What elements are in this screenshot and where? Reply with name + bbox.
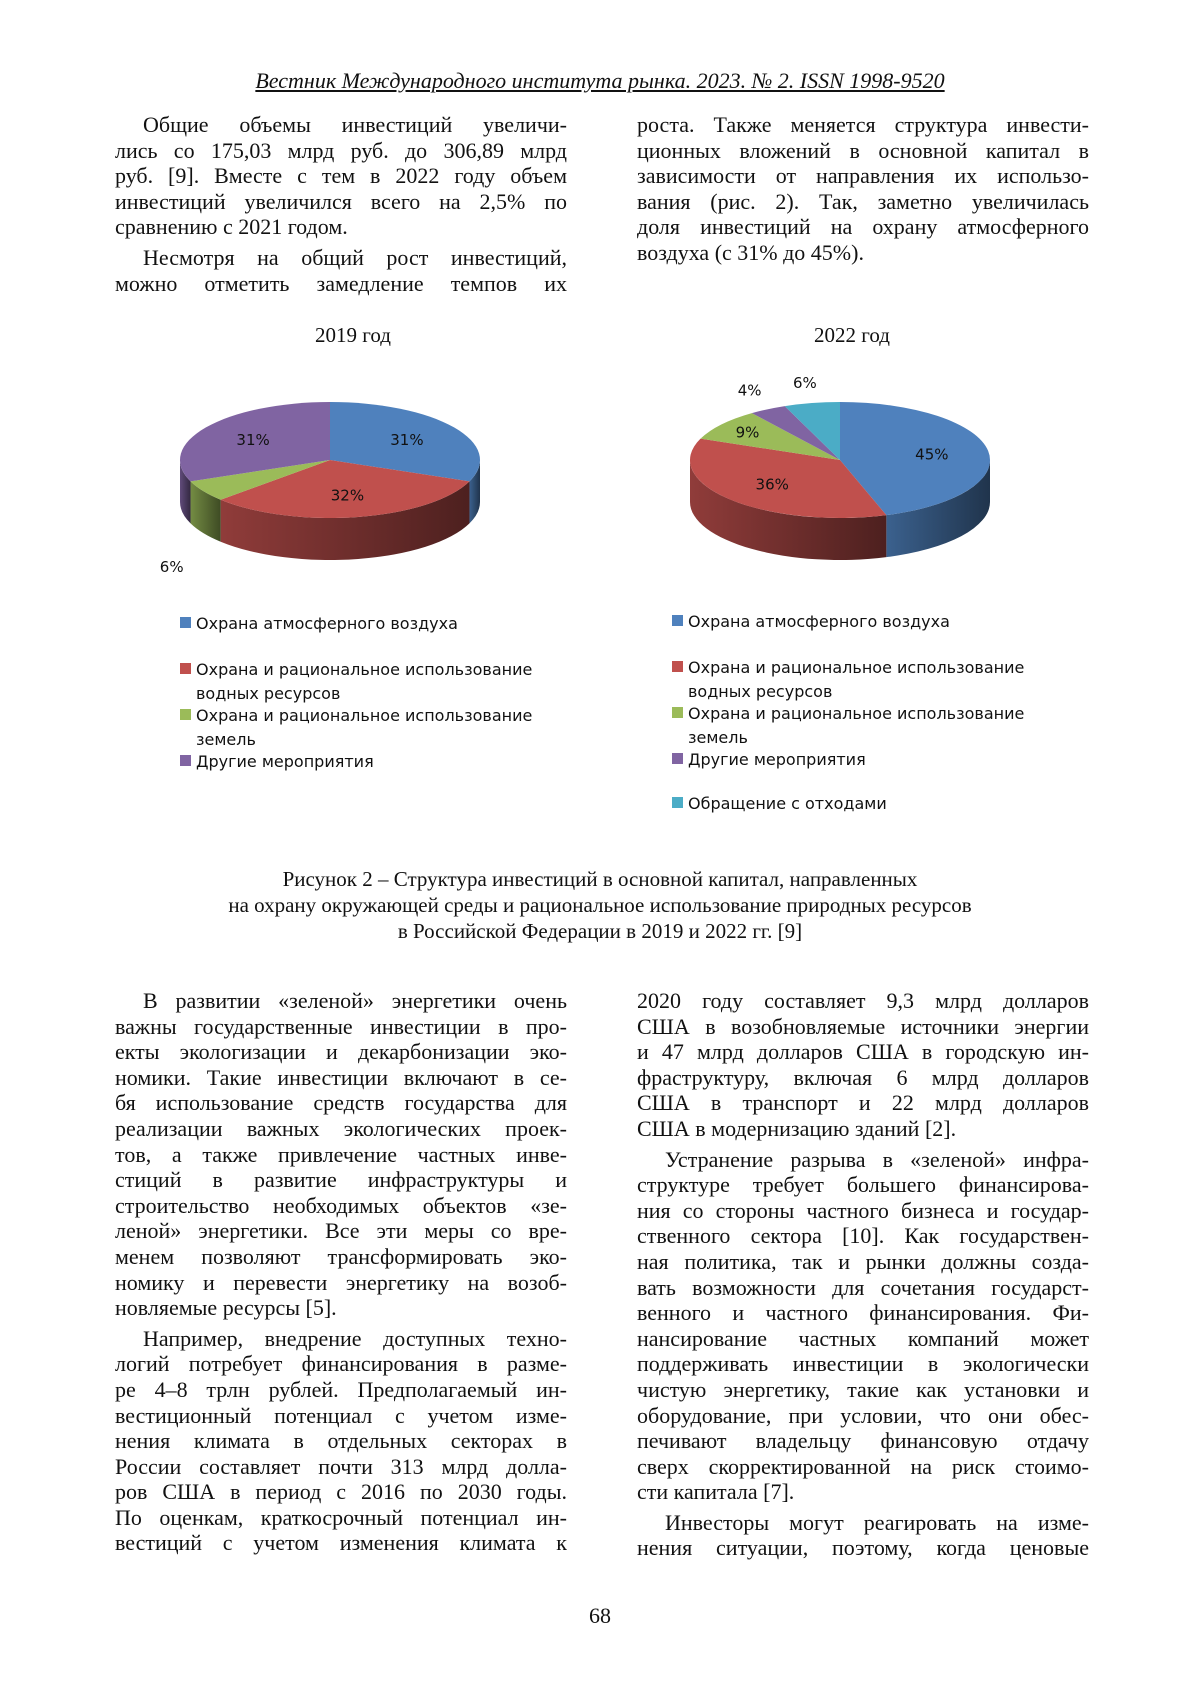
text-line: ре 4–8 трлн рублей. Предполагаемый ин- (115, 1376, 567, 1402)
legend-swatch-icon (672, 707, 683, 718)
text-line: руб. [9]. Вместе с тем в 2022 году объем (115, 163, 567, 189)
pie-slice-label: 31% (236, 430, 270, 449)
text-line: США в модернизацию зданий [2]. (637, 1115, 957, 1141)
legend-label: Охрана и рациональное использование (196, 706, 533, 725)
legend-label: земель (688, 728, 748, 747)
text-line: печивают владельцу финансовую отдачу (637, 1428, 1089, 1454)
legend-label: Обращение с отходами (688, 794, 887, 813)
text-line: вестиционный потенциал с учетом изме- (115, 1402, 567, 1428)
text-line: номики. Такие инвестиции включают в се- (115, 1064, 567, 1090)
legend-swatch-icon (672, 615, 683, 626)
caption-line: Рисунок 2 – Структура инвестиций в основной капитал, направленных (282, 867, 918, 891)
legend-swatch-icon (180, 709, 191, 720)
text-line: и 47 млрд долларов США в городскую ин- (637, 1039, 1089, 1065)
legend-swatch-icon (672, 753, 683, 764)
paragraph (637, 112, 1089, 266)
text-line: логий потребует финансирования в разме- (115, 1351, 567, 1377)
text-line: чистую энергетику, такие как установки и (637, 1376, 1089, 1402)
legend-label: Охрана и рациональное использование (196, 660, 533, 679)
pie-slice-label: 45% (915, 445, 949, 464)
text-line: воздуха (с 31% до 45%). (637, 239, 864, 265)
pie-chart-2019 (150, 380, 570, 600)
text-column-top-left (115, 112, 567, 296)
text-line: Инвесторы могут реагировать на изме- (665, 1509, 1089, 1535)
pie-chart-2022 (660, 373, 1080, 600)
text-line: стиций в развитие инфраструктуры и (115, 1167, 567, 1193)
text-line: бя использование средств государства для (115, 1090, 567, 1116)
pie-slice-label: 4% (737, 381, 762, 400)
legend-item (672, 748, 866, 772)
caption-line: в Российской Федерации в 2019 и 2022 гг. [9] (397, 919, 803, 943)
text-line: оборудование, при условии, что они обес- (637, 1402, 1089, 1428)
text-line: ров США в период с 2016 по 2030 годы. (115, 1479, 567, 1505)
text-line: Несмотря на общий рост инвестиций, (143, 244, 567, 270)
text-line: зависимости от направления их использо- (637, 163, 1089, 189)
text-line: новляемые ресурсы [5]. (115, 1295, 337, 1321)
legend-swatch-icon (672, 661, 683, 672)
text-line: 2020 году составляет 9,3 млрд долларов (637, 988, 1089, 1013)
caption-line: на охрану окружающей среды и рациональное использование природных ресурсов (228, 893, 972, 917)
chart-title-2022: 2022 год (814, 323, 890, 347)
text-line: поддерживать инвестиции в экологически (637, 1351, 1089, 1377)
text-line: Например, внедрение доступных техно- (143, 1325, 567, 1351)
journal-header: Вестник Международного института рынка. 2023. № 2. ISSN 1998-9520 (255, 68, 945, 93)
legend-label: Охрана атмосферного воздуха (196, 614, 458, 633)
text-line: строительство необходимых объектов «зе- (115, 1192, 567, 1218)
pie-slice-label: 32% (330, 486, 365, 505)
text-line: леной» энергетики. Все эти меры со вре- (115, 1218, 567, 1244)
text-line: роста. Также меняется структура инвести- (637, 112, 1089, 137)
text-line: В развитии «зеленой» энергетики очень (143, 988, 567, 1013)
text-line: фраструктуру, включая 6 млрд долларов (637, 1064, 1089, 1090)
legend-label: Охрана и рациональное использование (688, 704, 1025, 723)
legend-swatch-icon (180, 755, 191, 766)
text-line: лись со 175,03 млрд руб. до 306,89 млрд (115, 137, 567, 163)
legend-swatch-icon (672, 797, 683, 808)
legend-label: Охрана атмосферного воздуха (688, 612, 950, 631)
text-line: тов, а также привлечение частных инве- (115, 1141, 567, 1167)
legend-label: Другие мероприятия (688, 750, 866, 769)
legend-label: Другие мероприятия (196, 752, 374, 771)
figure-caption (0, 866, 1200, 944)
legend-item (180, 658, 532, 706)
text-line: нансирование частных компаний может (637, 1325, 1089, 1351)
text-line: можно отметить замедление темпов их (115, 270, 567, 296)
text-line: сти капитала [7]. (637, 1479, 795, 1505)
legend-2019 (180, 612, 580, 792)
pie-slice-label: 31% (390, 430, 424, 449)
pie-slice-label: 9% (735, 423, 760, 442)
paragraph (637, 988, 1089, 1142)
paragraph (637, 1510, 1089, 1561)
text-line: екты экологизации и декарбонизации эко- (115, 1039, 567, 1065)
legend-swatch-icon (180, 617, 191, 628)
legend-item (180, 704, 532, 752)
legend-2022 (672, 610, 1092, 830)
legend-item (180, 750, 374, 774)
text-line: вестиций с учетом изменения климата к (115, 1530, 567, 1556)
text-line: США в возобновляемые источники энергии (637, 1013, 1089, 1039)
legend-label: водных ресурсов (196, 684, 341, 703)
text-line: Устранение разрыва в «зеленой» инфра- (665, 1146, 1089, 1172)
text-line: менем позволяют трансформировать эко- (115, 1243, 567, 1269)
legend-item (672, 792, 887, 816)
text-line: ния со стороны частного бизнеса и государ- (637, 1197, 1089, 1223)
legend-item (672, 702, 1024, 750)
text-line: вания (рис. 2). Так, заметно увеличилась (637, 188, 1089, 214)
legend-item (672, 610, 950, 634)
text-line: США в транспорт и 22 млрд долларов (637, 1090, 1089, 1116)
text-line: инвестиций увеличился всего на 2,5% по (115, 188, 567, 214)
text-line: номику и перевести энергетику на возоб- (115, 1269, 567, 1295)
paragraph (637, 1147, 1089, 1505)
text-line: России составляет почти 313 млрд долла- (115, 1453, 567, 1479)
paragraph (115, 988, 567, 1321)
legend-item (180, 612, 458, 636)
legend-label: Охрана и рациональное использование (688, 658, 1025, 677)
text-line: вать возможности для сочетания государст- (637, 1274, 1089, 1300)
text-line: важны государственные инвестиции в про- (115, 1013, 567, 1039)
legend-swatch-icon (180, 663, 191, 674)
text-line: нения ситуации, поэтому, когда ценовые (637, 1535, 1089, 1561)
pie-slice-label: 6% (792, 373, 817, 392)
pie-slice-label: 6% (159, 558, 184, 576)
legend-label: водных ресурсов (688, 682, 833, 701)
text-line: нения климата в отдельных секторах в (115, 1428, 567, 1454)
text-line: ственного сектора [10]. Как государствен- (637, 1223, 1089, 1249)
legend-label: земель (196, 730, 256, 749)
text-line: По оценкам, краткосрочный потенциал ин- (115, 1504, 567, 1530)
paragraph (115, 245, 567, 296)
paragraph (115, 1326, 567, 1556)
pie-slice-label: 36% (755, 475, 789, 494)
text-line: структуре требует большего финансирова- (637, 1172, 1089, 1198)
text-line: сверх скорректированной на риск стоимо- (637, 1453, 1089, 1479)
legend-item (672, 656, 1024, 704)
text-line: венного и частного финансирования. Фи- (637, 1300, 1089, 1326)
text-line: ная политика, так и рынки должны созда- (637, 1248, 1089, 1274)
text-line: Общие объемы инвестиций увеличи- (143, 112, 567, 137)
chart-title-2019: 2019 год (315, 323, 391, 347)
text-column-bottom-left (115, 988, 567, 1556)
text-column-top-right (637, 112, 1089, 266)
text-column-bottom-right (637, 988, 1089, 1561)
paragraph (115, 112, 567, 240)
text-line: доля инвестиций на охрану атмосферного (637, 214, 1089, 240)
page-number: 68 (589, 1603, 611, 1628)
text-line: реализации важных экологических проек- (115, 1115, 567, 1141)
text-line: ционных вложений в основной капитал в (637, 137, 1089, 163)
text-line: сравнению с 2021 годом. (115, 214, 348, 240)
